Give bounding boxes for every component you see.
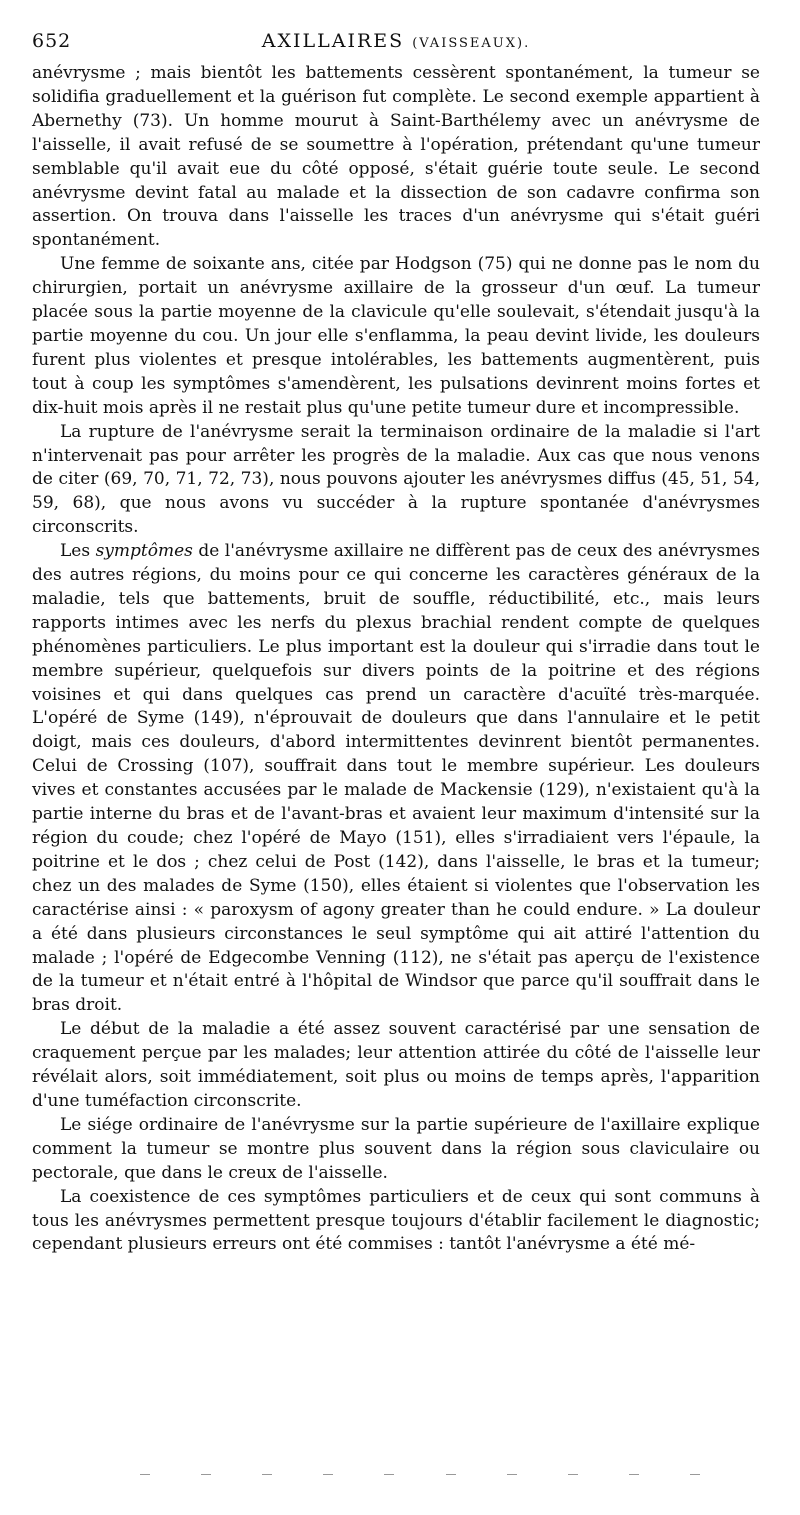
scan-mark [568,1474,578,1475]
paragraph-4-start: Les [60,541,96,562]
paragraph-4-emphasis: symptômes [95,541,193,562]
scan-mark [507,1474,517,1475]
paragraph-7: La coexistence de ces symptômes particuliers et de ceux qui sont communs à tous les anévrysmes permettent presque toujours d'établir facilement le diagnostic; cependant plusieurs erreurs ont été commises : tantôt l'anévrysme a été mé- [32,1186,760,1255]
scan-mark [262,1474,272,1475]
paragraph-4-rest: de l'anévrysme axillaire ne diffèrent pas de ceux des anévrysmes des autres régions, du moins pour ce qui concerne les caractères généraux de la maladie, tels que battements, bruit de souffle, réductibilité, etc., mais leurs rapports intimes avec les nerfs du plexus brachial rendent compte de quelques phénomènes particuliers. Le plus important est la douleur qui s'irradie dans tout le membre supérieur, quelquefois sur divers points de la poitrine et des régions voisines et qui dans quelques cas prend un caractère d'acuïté très-marquée. L'opéré de Syme (149), n'éprouvait de douleurs que dans l'annulaire et le petit doigt, mais ces douleurs, d'abord intermittentes devinrent bientôt permanentes. Celui de Crossing (107), souffrait dans tout le membre supérieur. Les douleurs vives et constantes accusées par le malade de Mackensie (129), n'existaient qu'à la partie interne du bras et de l'avant-bras et avaient leur maximum d'intensité sur la région du coude; chez l'opéré de Mayo (151), elles s'irradiaient vers l'épaule, la poitrine et le dos ; chez celui de Post (142), dans l'aisselle, le bras et la tumeur; chez un des malades de Syme (150), elles étaient si violentes que l'observation les caractérise ainsi : « paroxysm of agony greater than he could endure. » La douleur a été dans plusieurs circonstances le seul symptôme qui ait attiré l'attention du malade ; l'opéré de Edgecombe Venning (112), ne s'était pas aperçu de l'existence de la tumeur et n'était entré à l'hôpital de Windsor que parce qu'il souffrait dans le bras droit. [32,541,760,1016]
document-page [32,30,760,1257]
scan-mark [446,1474,456,1475]
paragraph-4 [32,540,760,1018]
scan-mark [629,1474,639,1475]
running-title-main: AXILLAIRES [261,30,405,52]
running-title [32,30,760,52]
paragraph-6: Le siége ordinaire de l'anévrysme sur la partie supérieure de l'axillaire explique comment la tumeur se montre plus souvent dans la région sous claviculaire ou pectorale, que dans le creux de l'aisselle. [32,1114,760,1183]
paragraph-1: anévrysme ; mais bientôt les battements cessèrent spontanément, la tumeur se solidifia graduellement et la guérison fut complète. Le second exemple appartient à Abernethy (73). Un homme mourut à Saint-Barthélemy avec un anévrysme de l'aisselle, il avait refusé de se soumettre à l'opération, prétendant qu'une tumeur semblable qu'il avait eue du côté opposé, s'était guérie toute seule. Le second anévrysme devint fatal au malade et la dissection de son cadavre confirma son assertion. On trouva dans l'aisselle les traces d'un anévrysme qui s'était guéri spontanément. [32,63,760,251]
scan-mark [140,1474,150,1475]
paragraph-2: Une femme de soixante ans, citée par Hodgson (75) qui ne donne pas le nom du chirurgien, portait un anévrysme axillaire de la grosseur d'un œuf. La tumeur placée sous la partie moyenne de la clavicule qu'elle soulevait, s'étendait jusqu'à la partie moyenne du cou. Un jour elle s'enflamma, la peau devint livide, les douleurs furent plus violentes et presque intolérables, les battements augmentèrent, puis tout à coup les symptômes s'amendèrent, les pulsations devinrent moins fortes et dix-huit mois après il ne restait plus qu'une petite tumeur dure et incompressible. [32,254,760,418]
scan-mark [384,1474,394,1475]
paragraph-5: Le début de la maladie a été assez souvent caractérisé par une sensation de craquement perçue par les malades; leur attention attirée du côté de l'aisselle leur révélait alors, soit immédiatement, soit plus ou moins de temps après, l'apparition d'une tuméfaction circonscrite. [32,1019,760,1111]
scan-mark [201,1474,211,1475]
page-header [32,30,760,62]
paragraph-3: La rupture de l'anévrysme serait la terminaison ordinaire de la maladie si l'art n'intervenait pas pour arrêter les progrès de la maladie. Aux cas que nous venons de citer (69, 70, 71, 72, 73), nous pouvons ajouter les anévrysmes diffus (45, 51, 54, 59, 68), que nous avons vu succéder à la rupture spontanée d'anévrysmes circonscrits. [32,421,760,538]
page-number: 652 [32,30,72,52]
footer-scan-marks [140,1474,700,1475]
running-title-sub: (VAISSEAUX). [412,36,531,51]
scan-mark [323,1474,333,1475]
scan-mark [690,1474,700,1475]
